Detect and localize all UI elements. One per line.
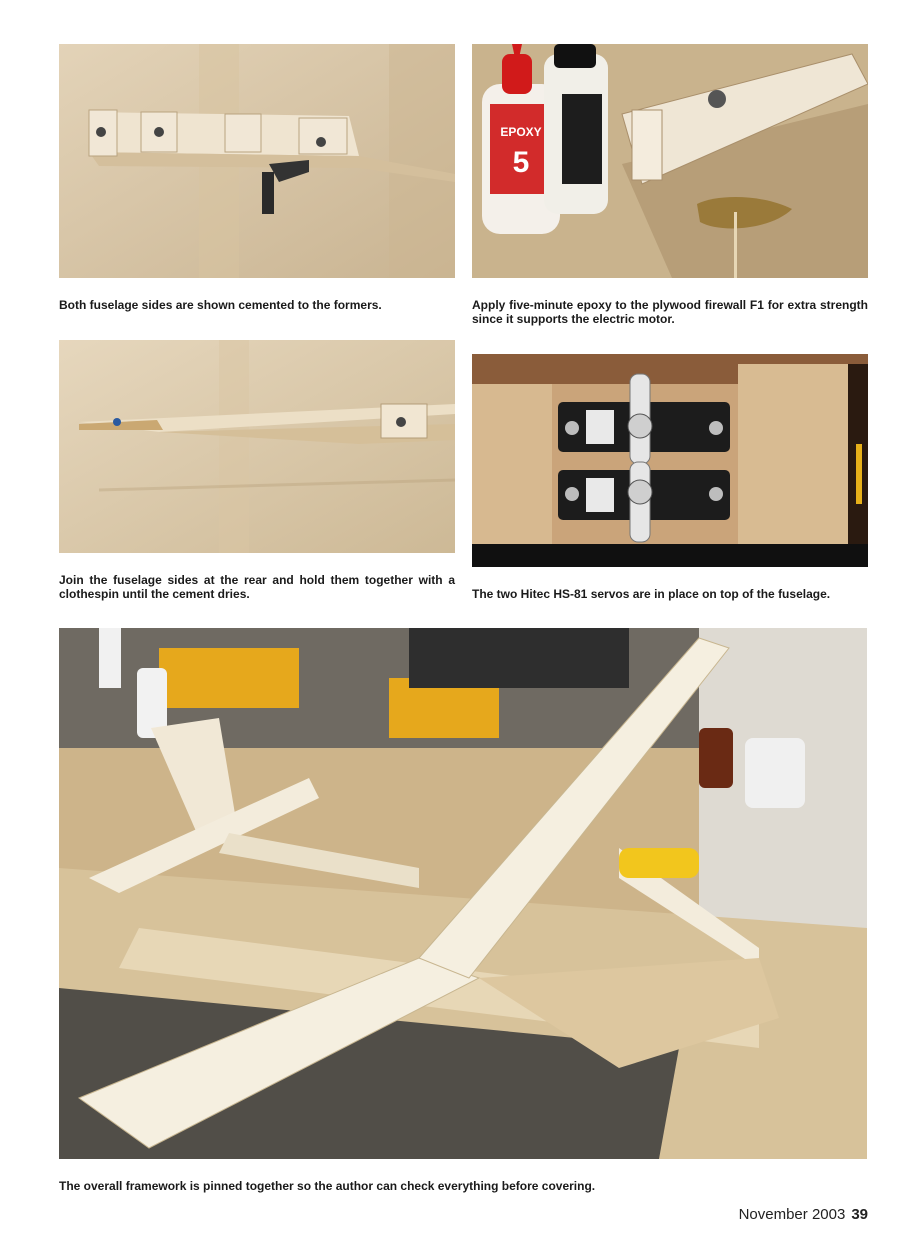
- issue-date: November 2003: [738, 1206, 846, 1223]
- page-number: 39: [851, 1206, 868, 1223]
- photo-fuselage-sides-cemented: [59, 44, 455, 278]
- photo-clothespin-rear: [59, 340, 455, 553]
- caption-clothespin-rear: Join the fuselage sides at the rear and hold them together with a clothespin until the cement dries.: [59, 573, 455, 601]
- caption-framework: The overall framework is pinned together so the author can check everything before covering.: [59, 1179, 596, 1193]
- caption-servos: The two Hitec HS-81 servos are in place on top of the fuselage.: [472, 587, 831, 601]
- bottle-label-five: 5: [512, 146, 530, 179]
- photo-framework: [59, 628, 867, 1159]
- photo-epoxy-firewall: [472, 44, 868, 278]
- page-footer: [739, 1206, 868, 1223]
- bottle-label-epoxy: EPOXY: [500, 125, 542, 139]
- caption-epoxy-firewall: Apply five-minute epoxy to the plywood firewall F1 for extra strength since it supports the electric motor.: [472, 298, 868, 326]
- caption-fuselage-sides-cemented: Both fuselage sides are shown cemented to the formers.: [59, 298, 382, 312]
- photo-servos: [472, 354, 868, 567]
